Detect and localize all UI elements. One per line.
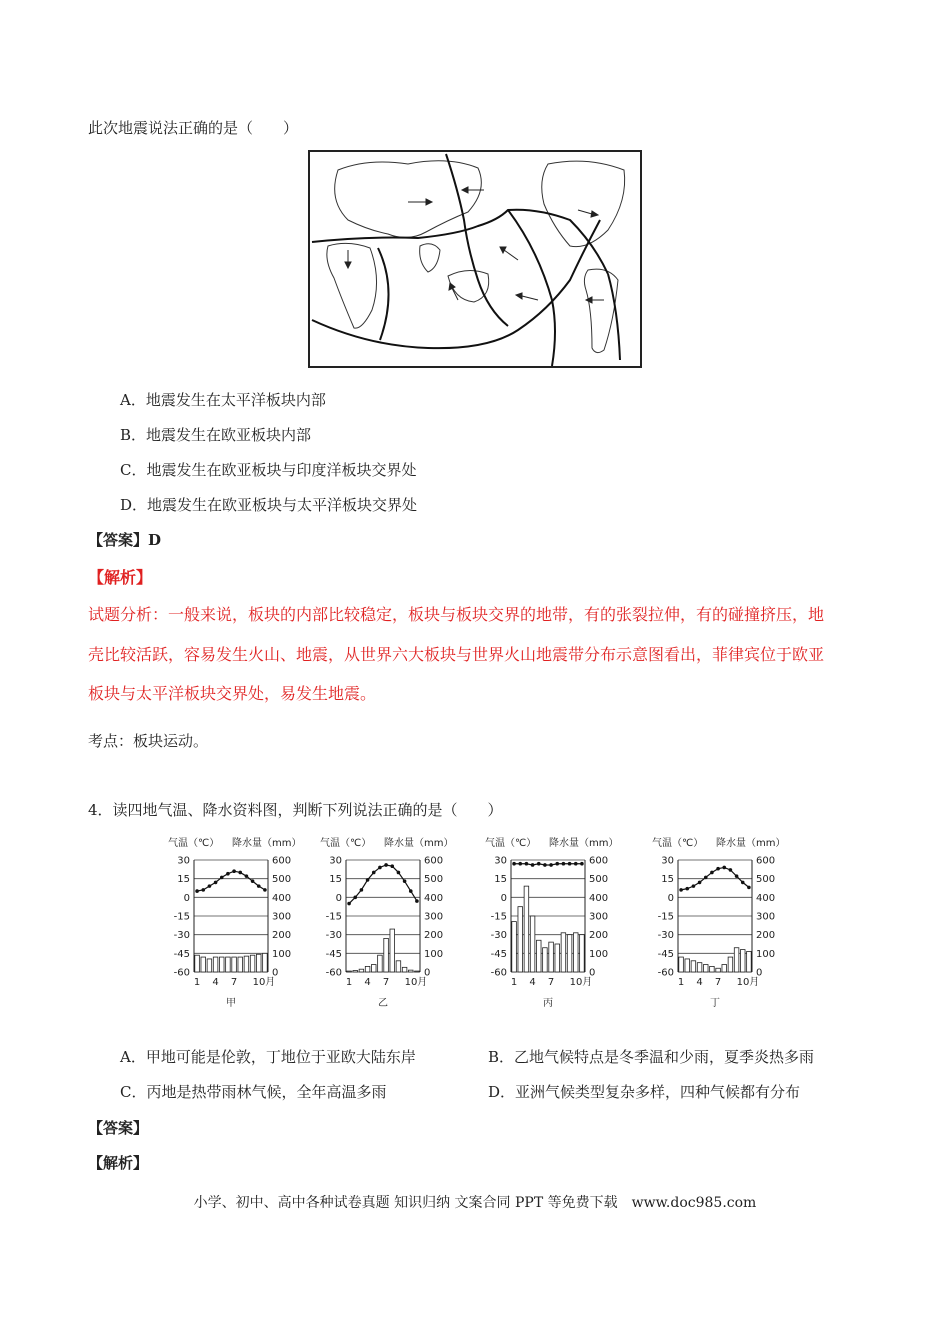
climate-chart-bing [483,832,633,1012]
temp-tick-label: -45 [490,948,507,960]
option-c: C．地震发生在欧亚板块与印度洋板块交界处 [120,461,417,479]
month-tick-label: 7 [714,977,722,988]
temp-tick-label: -15 [325,911,342,923]
precip-tick-label: 400 [272,892,292,904]
temp-point [679,888,683,892]
precip-axis-title: 降水量（mm） [549,838,619,849]
precip-bar [390,929,395,972]
precip-tick-label: 200 [756,930,776,942]
temp-tick-label: -15 [173,911,190,923]
month-tick-label: 10月 [569,977,593,988]
analysis-text-line: 试题分析：一般来说，板块的内部比较稳定，板块与板块交界的地带，有的张裂拉伸，有的碰撞挤压，地 [88,605,825,624]
precip-tick-label: 0 [424,967,431,979]
plate-boundary-map [308,150,642,368]
precip-axis-title: 降水量（mm） [232,838,302,849]
option-c: C．丙地是热带雨林气候，全年高温多雨 [120,1083,387,1101]
temp-point [201,888,205,892]
precip-bar [201,957,206,972]
temp-tick-label: -30 [490,930,507,942]
temp-point [353,896,357,900]
chart-name: 丙 [543,998,553,1009]
precip-bar [573,933,578,972]
temp-axis-title: 气温（℃） [652,838,704,849]
temp-point [580,862,584,866]
precip-bar [691,961,696,972]
precip-bar [195,955,200,972]
precip-tick-label: 400 [756,892,776,904]
month-tick-label: 1 [345,977,353,988]
answer-label: 【答案】 [88,1119,149,1137]
temp-tick-label: -60 [325,967,342,979]
answer-label: 【答案】D [88,531,162,549]
option-d: D．地震发生在欧亚板块与太平洋板块交界处 [120,496,418,514]
temp-point [741,881,745,885]
option-a: A．地震发生在太平洋板块内部 [120,391,326,409]
precip-tick-label: 500 [589,874,609,886]
temp-point [415,899,419,903]
precip-bar [555,944,560,972]
analysis-text-line: 板块与太平洋板块交界处，易发生地震。 [88,684,377,703]
temp-tick-label: -30 [657,930,674,942]
precip-tick-label: 100 [424,948,444,960]
temp-tick-label: -15 [490,911,507,923]
precip-bar [402,967,407,972]
precip-bar [213,957,218,972]
precip-tick-label: 0 [589,967,596,979]
temp-point [685,887,689,891]
month-tick-label: 4 [696,977,703,988]
temp-tick-label: -30 [173,930,190,942]
chart-name: 甲 [226,998,236,1009]
precip-bar [512,922,517,972]
temp-point [722,866,726,870]
temp-point [729,868,733,872]
temp-point [574,862,578,866]
precip-tick-label: 0 [272,967,279,979]
question-stem: 4．读四地气温、降水资料图，判断下列说法正确的是（ ） [88,801,503,819]
precip-tick-label: 100 [756,948,776,960]
precip-tick-label: 100 [272,948,292,960]
temp-tick-label: 0 [667,892,674,904]
precip-bar [518,907,523,972]
temp-tick-label: 30 [177,855,190,867]
temp-point [716,867,720,871]
temp-tick-label: -15 [657,911,674,923]
precip-tick-label: 400 [424,892,444,904]
temp-point [384,863,388,867]
temp-tick-label: 30 [494,855,507,867]
option-d: D．亚洲气候类型复杂多样，四种气候都有分布 [488,1083,801,1101]
precip-bar [524,886,529,972]
month-tick-label: 4 [529,977,536,988]
temp-curve [349,865,417,904]
precip-tick-label: 600 [424,855,444,867]
option-b: B．地震发生在欧亚板块内部 [120,426,312,444]
temp-tick-label: 30 [329,855,342,867]
temp-point [226,872,230,876]
temp-tick-label: 0 [500,892,507,904]
temp-axis-title: 气温（℃） [320,838,372,849]
precip-bar [543,948,548,972]
precip-bar [561,933,566,972]
option-a: A．甲地可能是伦敦，丁地位于亚欧大陆东岸 [120,1048,416,1066]
temp-point [251,879,255,883]
temp-point [704,876,708,880]
precip-bar [679,957,684,972]
precip-tick-label: 100 [589,948,609,960]
precip-bar [716,968,721,972]
temp-point [555,862,559,866]
temp-curve [514,864,582,865]
temp-point [220,876,224,880]
temp-tick-label: -45 [173,948,190,960]
precip-bar [747,951,752,972]
month-tick-label: 7 [382,977,390,988]
month-tick-label: 1 [193,977,201,988]
precip-tick-label: 600 [589,855,609,867]
month-tick-label: 7 [230,977,238,988]
kaodian-note: 考点：板块运动。 [88,732,209,750]
climate-chart-ding [650,832,800,1012]
climate-chart-yi [318,832,468,1012]
temp-tick-label: 15 [661,874,674,886]
precip-bar [353,971,358,972]
precip-bar [244,956,249,972]
temp-point [245,874,249,878]
temp-point [409,889,413,893]
temp-point [537,862,541,866]
precip-tick-label: 0 [756,967,763,979]
temp-tick-label: -45 [325,948,342,960]
precip-tick-label: 500 [272,874,292,886]
precip-tick-label: 300 [424,911,444,923]
temp-point [360,888,364,892]
temp-point [238,871,242,875]
precip-bar [347,971,352,972]
precip-bar [365,966,370,972]
month-tick-label: 10月 [252,977,276,988]
precip-bar [703,965,708,972]
precip-bar [722,965,727,972]
temp-tick-label: -45 [657,948,674,960]
question-stem: 此次地震说法正确的是（ ） [88,119,299,137]
temp-tick-label: -30 [325,930,342,942]
precip-axis-title: 降水量（mm） [716,838,786,849]
precip-tick-label: 200 [424,930,444,942]
temp-curve [197,871,265,891]
temp-axis-title: 气温（℃） [168,838,220,849]
precip-tick-label: 200 [589,930,609,942]
precip-bar [384,938,389,972]
precip-bar [549,942,554,972]
temp-point [549,863,553,867]
temp-point [214,881,218,885]
precip-bar [378,955,383,972]
chart-name: 丁 [710,998,720,1009]
temp-point [747,886,751,890]
month-tick-label: 1 [510,977,518,988]
temp-tick-label: 0 [335,892,342,904]
precip-tick-label: 600 [272,855,292,867]
precip-axis-title: 降水量（mm） [384,838,454,849]
precip-bar [232,957,237,972]
temp-point [372,871,376,875]
temp-point [692,884,696,888]
precip-bar [530,916,535,972]
precip-bar [396,961,401,972]
precip-bar [219,957,224,972]
temp-tick-label: 0 [183,892,190,904]
temp-point [512,862,516,866]
temp-tick-label: -60 [490,967,507,979]
precip-bar [238,957,243,972]
chart-name: 乙 [378,998,388,1009]
precip-bar [740,950,745,972]
page-footer: 小学、初中、高中各种试卷真题 知识归纳 文案合同 PPT 等免费下载 www.doc985.com [193,1195,757,1211]
precip-bar [256,954,261,972]
temp-point [397,871,401,875]
temp-point [257,884,261,888]
analysis-text-line: 壳比较活跃，容易发生火山、地震，从世界六大板块与世界火山地震带分布示意图看出，菲律宾位于欧亚 [88,645,825,664]
month-tick-label: 10月 [736,977,760,988]
temp-point [710,871,714,875]
temp-point [698,881,702,885]
precip-bar [371,965,376,972]
precip-tick-label: 200 [272,930,292,942]
temp-point [518,862,522,866]
temp-point [390,864,394,868]
temp-tick-label: -60 [657,967,674,979]
temp-point [525,862,529,866]
temp-tick-label: 15 [494,874,507,886]
precip-bar [536,940,541,972]
precip-tick-label: 300 [272,911,292,923]
precip-bar [415,971,420,972]
precip-bar [250,955,255,972]
precip-bar [697,963,702,972]
temp-tick-label: -60 [173,967,190,979]
precip-bar [567,935,572,972]
temp-tick-label: 15 [177,874,190,886]
temp-point [568,862,572,866]
precip-bar [359,969,364,972]
month-tick-label: 4 [364,977,371,988]
precip-bar [207,959,212,972]
precip-tick-label: 400 [589,892,609,904]
analysis-label: 【解析】 [88,1154,149,1172]
precip-bar [734,948,739,972]
temp-point [531,863,535,867]
temp-point [232,869,236,873]
precip-tick-label: 300 [589,911,609,923]
month-tick-label: 4 [212,977,219,988]
temp-point [543,863,547,867]
precip-bar [685,959,690,972]
temp-point [366,878,370,882]
precip-bar [408,970,413,972]
temp-point [263,888,267,892]
temp-point [562,862,566,866]
precip-bar [263,953,268,972]
precip-tick-label: 300 [756,911,776,923]
precip-bar [710,966,715,972]
precip-bar [728,957,733,972]
precip-tick-label: 500 [424,874,444,886]
temp-point [378,866,382,870]
analysis-label: 【解析】 [88,568,153,587]
precip-bar [226,957,231,972]
temp-tick-label: 15 [329,874,342,886]
temp-axis-title: 气温（℃） [485,838,537,849]
precip-tick-label: 600 [756,855,776,867]
temp-point [208,884,212,888]
precip-bar [580,935,585,972]
month-tick-label: 10月 [404,977,428,988]
precip-tick-label: 500 [756,874,776,886]
option-b: B．乙地气候特点是冬季温和少雨，夏季炎热多雨 [488,1048,815,1066]
temp-point [195,889,199,893]
temp-point [347,902,351,906]
climate-chart-jia [166,832,316,1012]
temp-tick-label: 30 [661,855,674,867]
month-tick-label: 7 [547,977,555,988]
temp-point [735,874,739,878]
month-tick-label: 1 [677,977,685,988]
temp-point [403,879,407,883]
